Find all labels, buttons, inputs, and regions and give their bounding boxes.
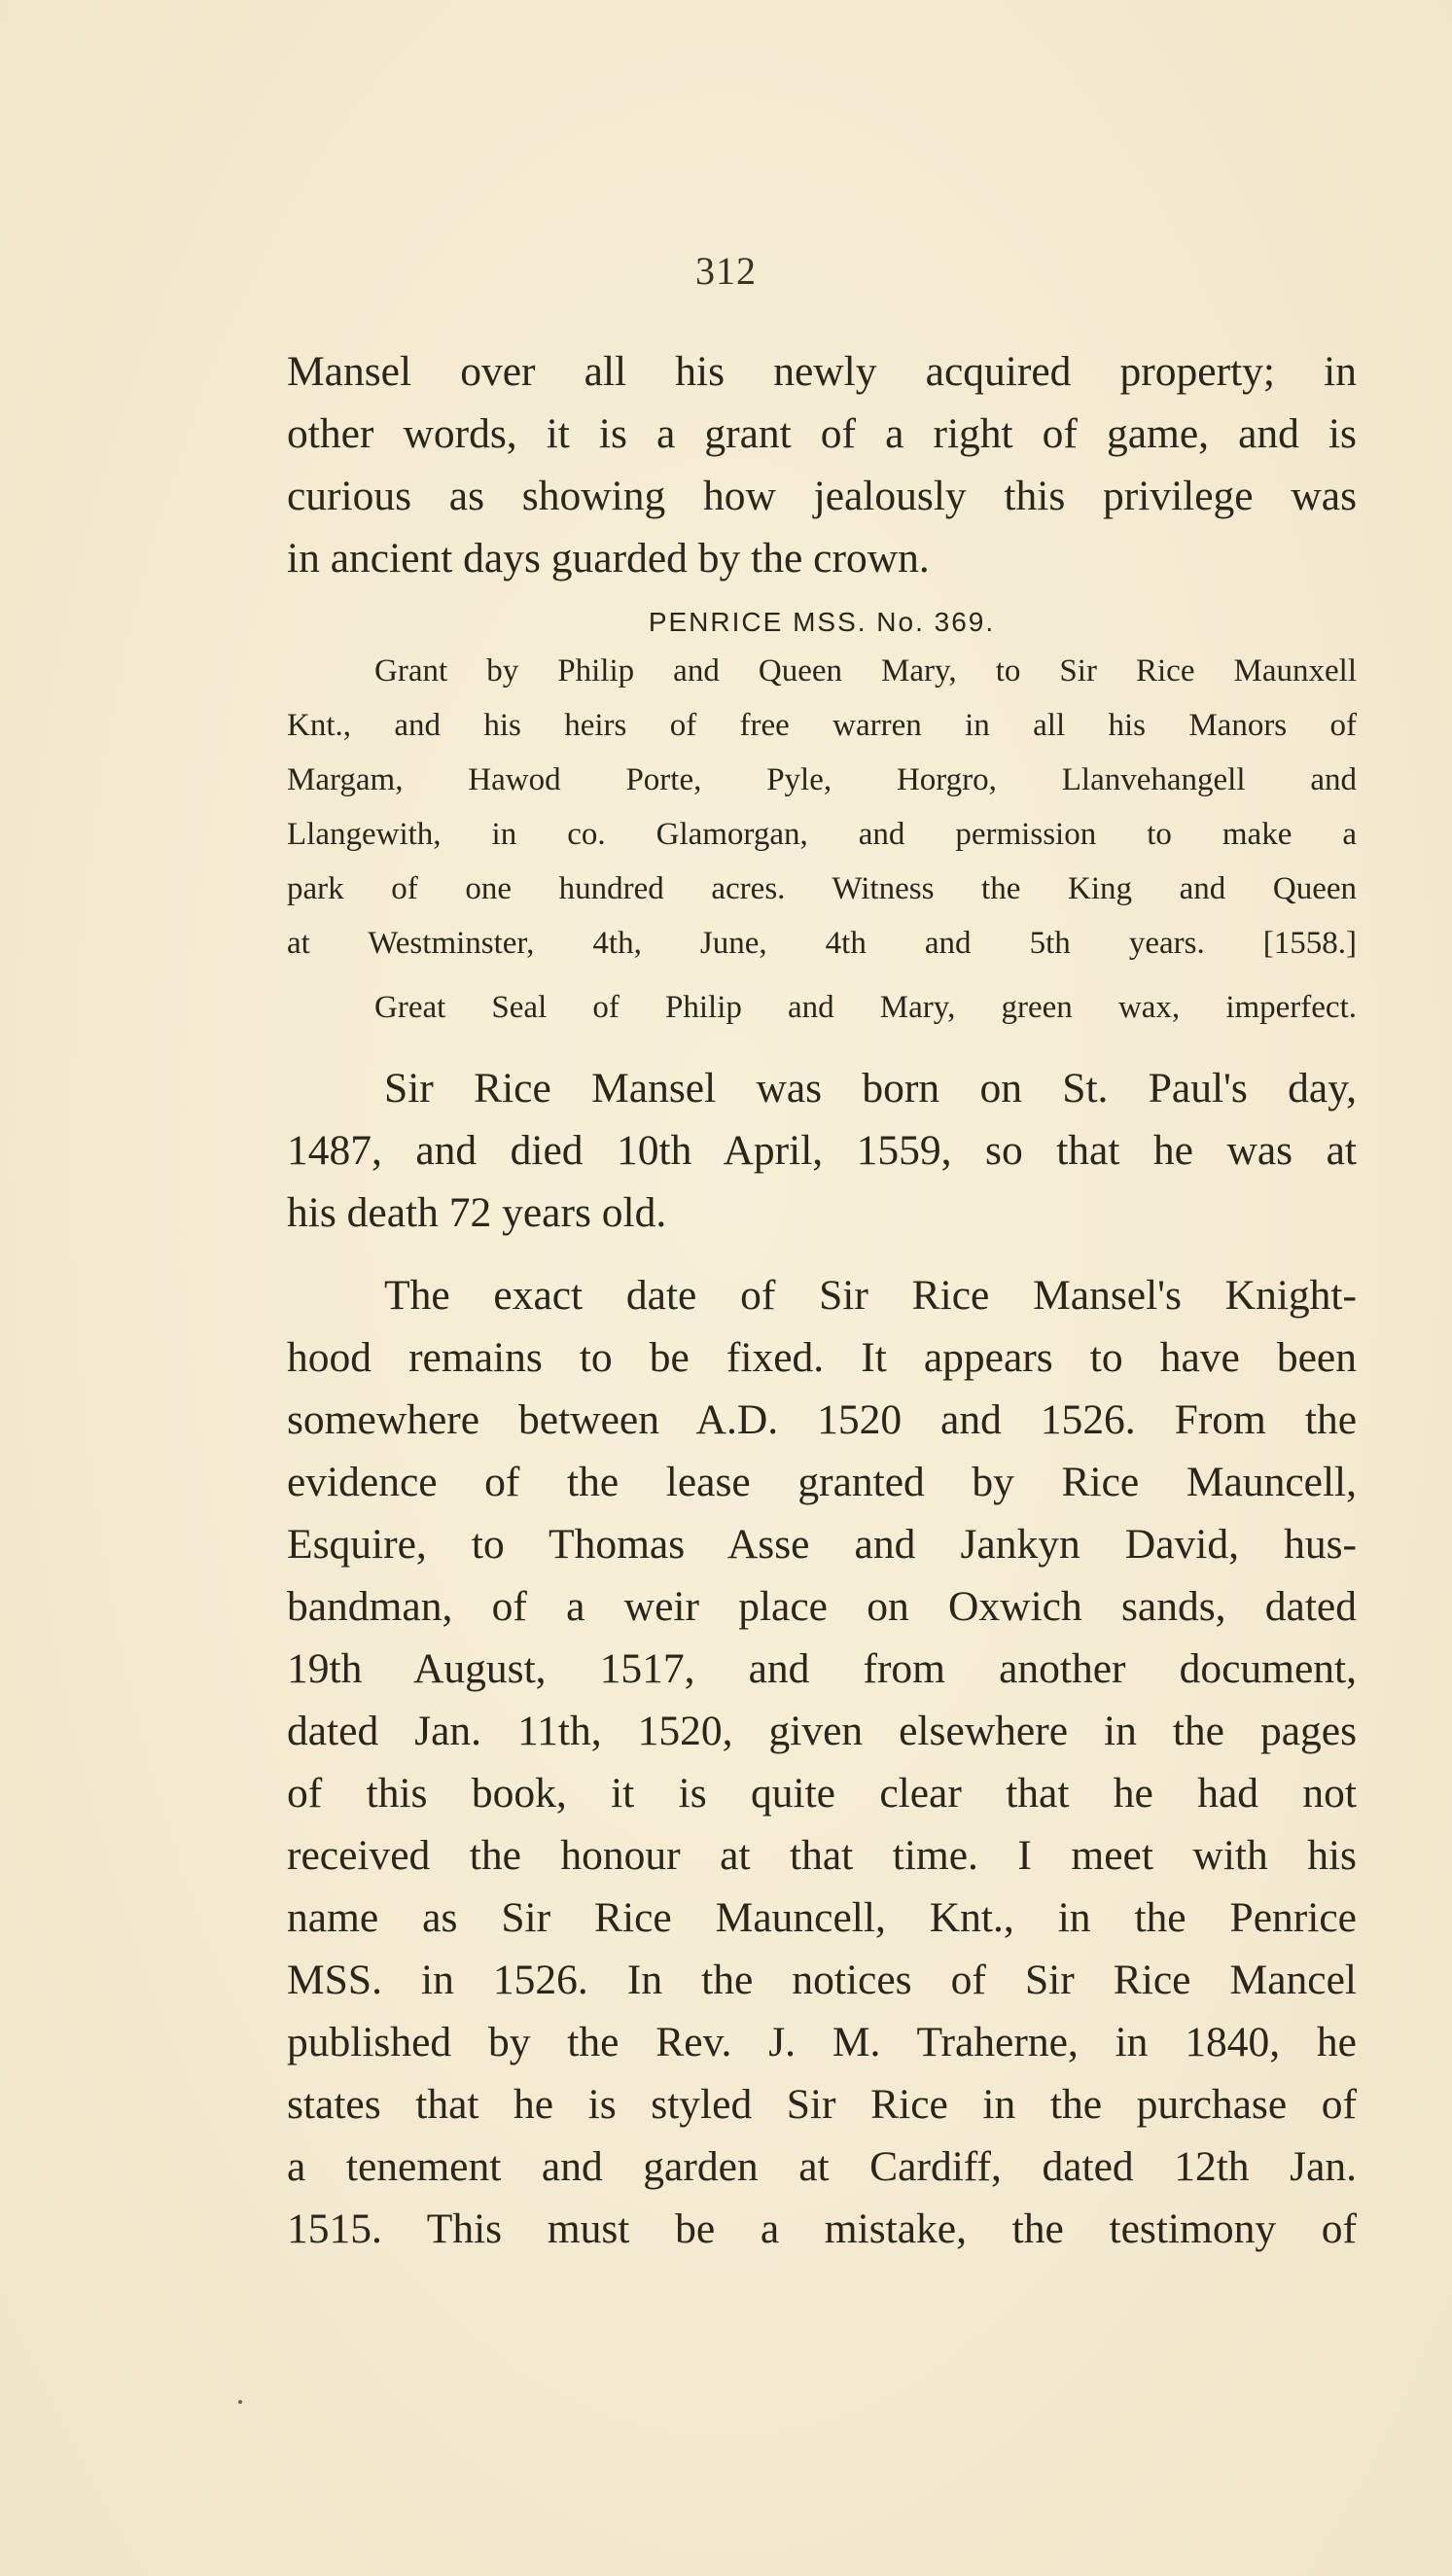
text-line: states that he is styled Sir Rice in the purchase of	[287, 2081, 1357, 2128]
text-line: a tenement and garden at Cardiff, dated 12th Jan.	[287, 2143, 1357, 2190]
text-line: his death 72 years old.	[287, 1189, 667, 1236]
text-line: 1487, and died 10th April, 1559, so that he was at	[287, 1127, 1357, 1174]
page-number: 312	[695, 249, 757, 293]
text-line: at Westminster, 4th, June, 4th and 5th years. [1558.]	[287, 926, 1357, 961]
paper-speck	[238, 2400, 242, 2404]
text-line: curious as showing how jealously this privilege was	[287, 473, 1357, 519]
paragraph-birth	[287, 1057, 1357, 1244]
text-line: in ancient days guarded by the crown.	[287, 535, 930, 582]
text-line: Llangewith, in co. Glamorgan, and permission to make a	[287, 817, 1357, 852]
manuscript-header-block	[287, 595, 1357, 650]
seal-note	[287, 980, 1357, 1035]
text-line: published by the Rev. J. M. Traherne, in 1840, he	[287, 2019, 1357, 2065]
text-line: MSS. in 1526. In the notices of Sir Rice Mancel	[287, 1957, 1357, 2003]
text-line: Mansel over all his newly acquired property; in	[287, 348, 1357, 395]
text-line: Margam, Hawod Porte, Pyle, Horgro, Llanvehangell and	[287, 762, 1357, 797]
text-line: Grant by Philip and Queen Mary, to Sir Rice Maunxell	[374, 653, 1357, 688]
text-line: Esquire, to Thomas Asse and Jankyn David, hus-	[287, 1521, 1357, 1568]
text-line: other words, it is a grant of a right of game, and is	[287, 410, 1357, 457]
text-line: dated Jan. 11th, 1520, given elsewhere in the pages	[287, 1708, 1357, 1754]
text-line: received the honour at that time. I meet with his	[287, 1832, 1357, 1879]
text-line: The exact date of Sir Rice Mansel's Knight-	[384, 1272, 1357, 1319]
text-line: evidence of the lease granted by Rice Mauncell,	[287, 1459, 1357, 1505]
text-line: hood remains to be fixed. It appears to have been	[287, 1334, 1357, 1381]
text-line: park of one hundred acres. Witness the King and Queen	[287, 871, 1357, 906]
text-line: name as Sir Rice Mauncell, Knt., in the Penrice	[287, 1894, 1357, 1941]
text-line: somewhere between A.D. 1520 and 1526. From the	[287, 1396, 1357, 1443]
text-line: 1515. This must be a mistake, the testimony of	[287, 2205, 1357, 2252]
text-line: Knt., and his heirs of free warren in all his Manors of	[287, 708, 1357, 743]
text-line: 19th August, 1517, and from another document,	[287, 1645, 1357, 1692]
grant-transcript	[287, 644, 1357, 970]
text-line: of this book, it is quite clear that he had not	[287, 1770, 1357, 1817]
paragraph-intro	[287, 340, 1357, 589]
manuscript-header: PENRICE MSS. No. 369.	[648, 607, 996, 637]
text-line: Sir Rice Mansel was born on St. Paul's day,	[384, 1065, 1357, 1112]
text-line: Great Seal of Philip and Mary, green wax, imperfect.	[374, 990, 1357, 1025]
paragraph-knighthood	[287, 1264, 1357, 2260]
text-line: bandman, of a weir place on Oxwich sands, dated	[287, 1583, 1357, 1630]
